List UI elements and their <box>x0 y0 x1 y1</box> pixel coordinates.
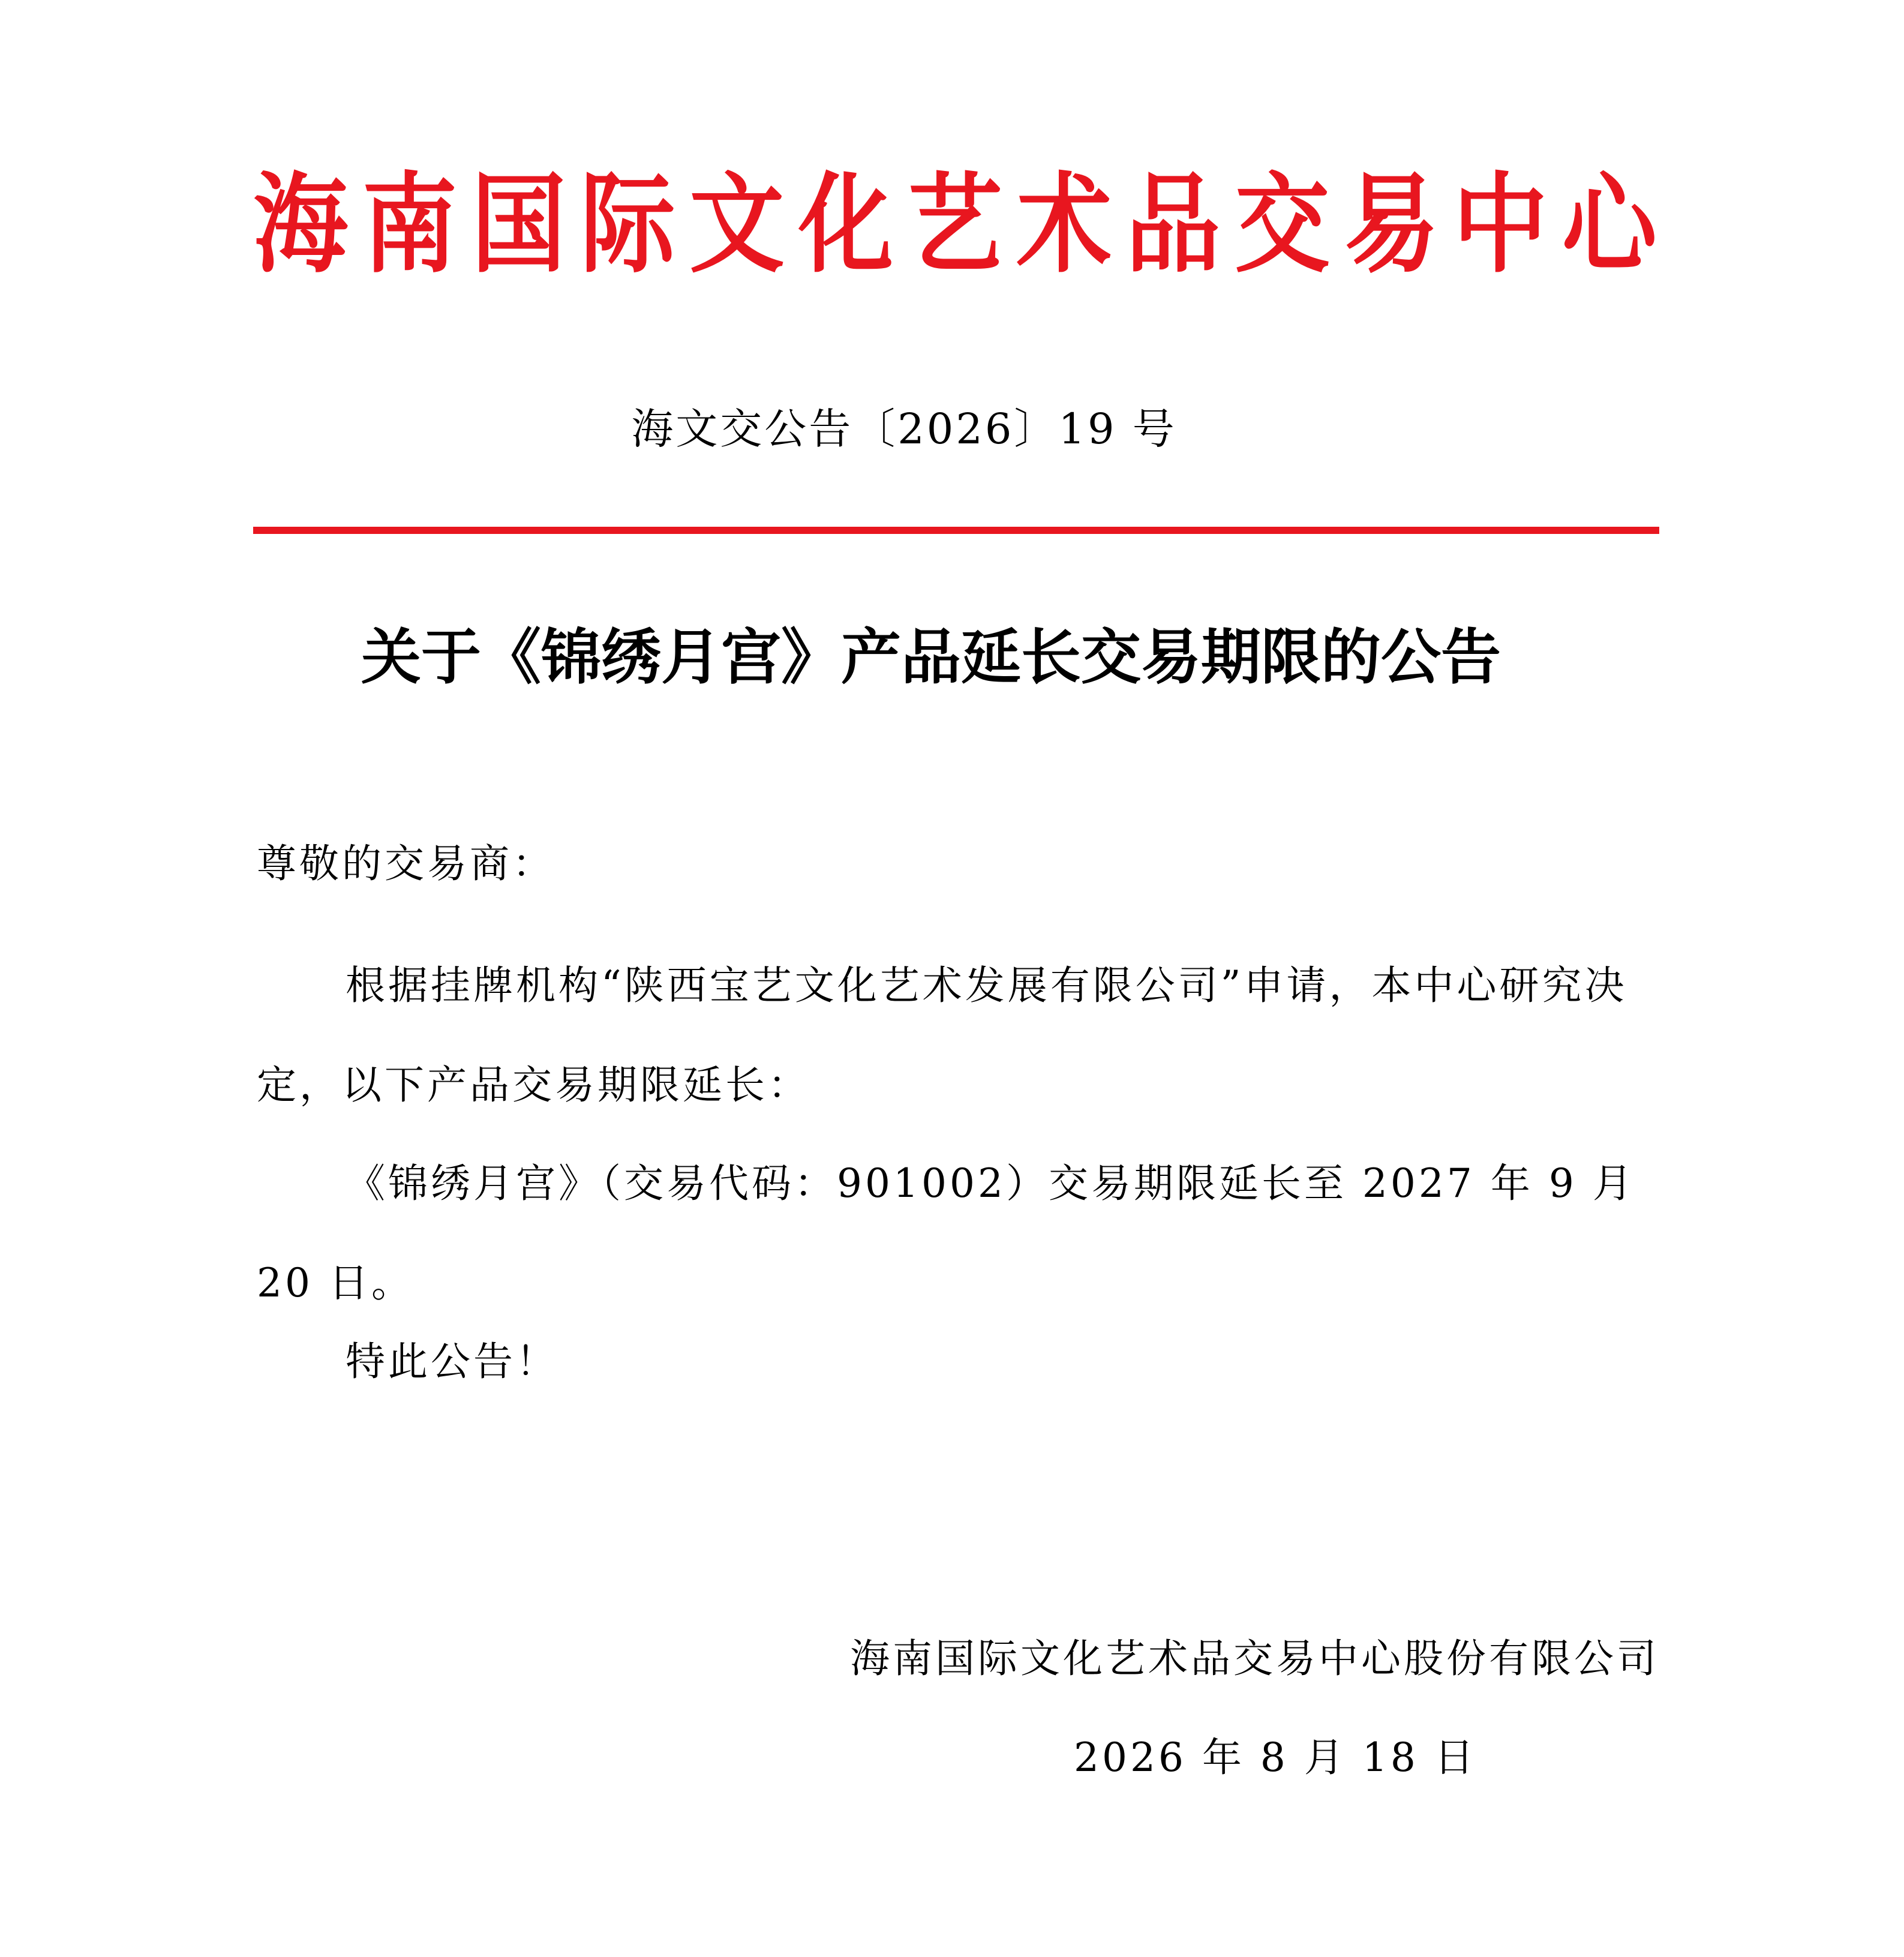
letterhead-char: 易 <box>1344 161 1439 288</box>
body-paragraph-2: 《锦绣月宫》（交易代码：901002）交易期限延长至 2027 年 9 月 20 日。 <box>257 1160 1635 1306</box>
letterhead-char: 艺 <box>907 161 1002 288</box>
letterhead-char: 际 <box>580 161 675 288</box>
letterhead-char: 化 <box>798 161 894 288</box>
signature-organization: 海南国际文化艺术品交易中心股份有限公司 <box>850 1635 1659 1682</box>
letterhead-char: 中 <box>1453 161 1548 288</box>
letterhead-char: 品 <box>1125 161 1221 288</box>
greeting: 尊敬的交易商： <box>257 841 555 887</box>
document-number: 海文交公告〔2026〕19 号 <box>631 404 1177 454</box>
letterhead-char: 交 <box>1235 161 1330 288</box>
letterhead-char: 心 <box>1561 161 1657 288</box>
letterhead-char: 国 <box>471 161 566 288</box>
body-paragraph-1: 根据挂牌机构“陕西宝艺文化艺术发展有限公司”申请，本中心研究决定，以下产品交易期限延长： <box>257 962 1627 1108</box>
letterhead <box>253 150 1657 300</box>
red-divider <box>253 527 1659 534</box>
letterhead-char: 海 <box>253 161 348 288</box>
letterhead-char: 文 <box>689 161 785 288</box>
closing-line: 特此公告！ <box>346 1338 558 1385</box>
signature-date: 2026 年 8 月 18 日 <box>1074 1734 1477 1781</box>
letterhead-char: 南 <box>362 161 457 288</box>
letterhead-char: 术 <box>1016 161 1112 288</box>
document-title: 关于《锦绣月宫》产品延长交易期限的公告 <box>361 622 1501 692</box>
